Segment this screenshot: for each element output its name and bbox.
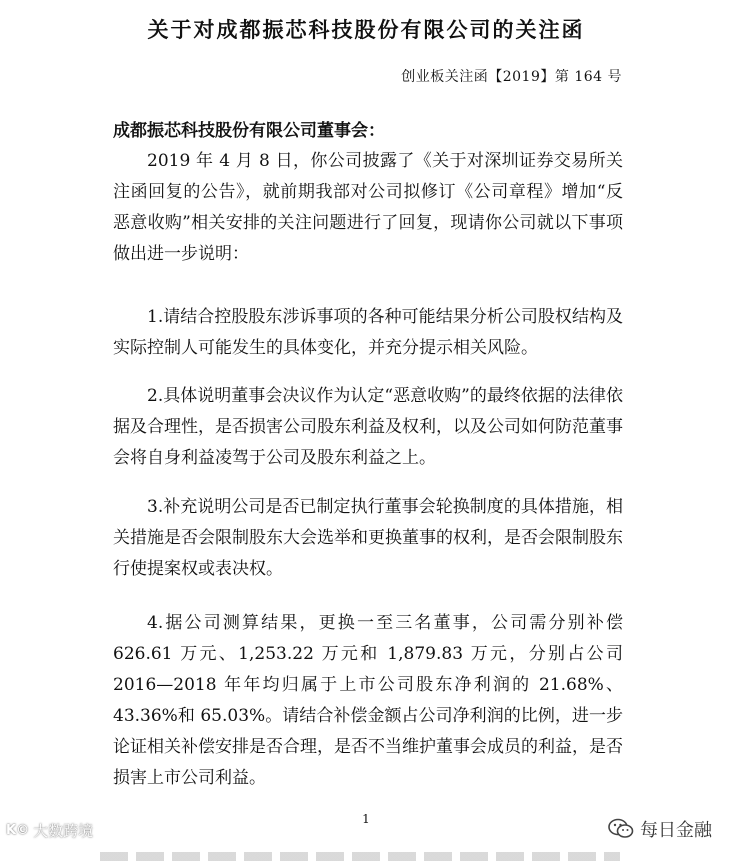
item-1-paragraph: 1.请结合控股股东涉诉事项的各种可能结果分析公司股权结构及实际控制人可能发生的具体变化，并充分提示相关风险。 bbox=[113, 307, 623, 358]
next-page-cut-off-strip bbox=[100, 852, 620, 861]
salutation: 成都振芯科技股份有限公司董事会： bbox=[113, 121, 385, 141]
watermark-left bbox=[6, 820, 93, 841]
item-3-paragraph: 3.补充说明公司是否已制定执行董事会轮换制度的具体措施，相关措施是否会限制股东大会选举和更换董事的权利，是否会限制股东行使提案权或表决权。 bbox=[113, 497, 623, 579]
item-4-paragraph: 4.据公司测算结果，更换一至三名董事，公司需分别补偿 626.61 万元、1,253.22 万元和 1,879.83 万元，分别占公司 2016—2018 年年均归属于上市公司股东净利润的 21.68%、43.36%和 65.03%。请结合补偿金额占公司净利润的比例，进一步论证相关补偿安排是否合理，是否不当维护董事会成员的利益，是否损害上市公司利益。 bbox=[113, 613, 623, 788]
intro-paragraph: 2019 年 4 月 8 日，你公司披露了《关于对深圳证券交易所关注函回复的公告》，就前期我部对公司拟修订《公司章程》增加“反恶意收购”相关安排的关注问题进行了回复，现请你公司就以下事项做出进一步说明： bbox=[113, 151, 623, 264]
watermark-right-text: 每日金融 bbox=[640, 820, 712, 841]
watermark-left-text: 大数跨境 bbox=[33, 822, 94, 840]
page-title: 关于对成都振芯科技股份有限公司的关注函 bbox=[147, 17, 585, 42]
document-number: 创业板关注函【2019】第 164 号 bbox=[401, 69, 622, 85]
item-2-paragraph: 2.具体说明董事会决议作为认定“恶意收购”的最终依据的法律依据及合理性，是否损害公司股东利益及权利，以及公司如何防范董事会将自身利益凌驾于公司及股东利益之上。 bbox=[113, 386, 623, 468]
watermark-logo-icon: K© bbox=[6, 823, 30, 838]
wechat-icon bbox=[608, 818, 634, 840]
page-number: 1 bbox=[362, 812, 370, 826]
watermark-right bbox=[608, 816, 712, 842]
